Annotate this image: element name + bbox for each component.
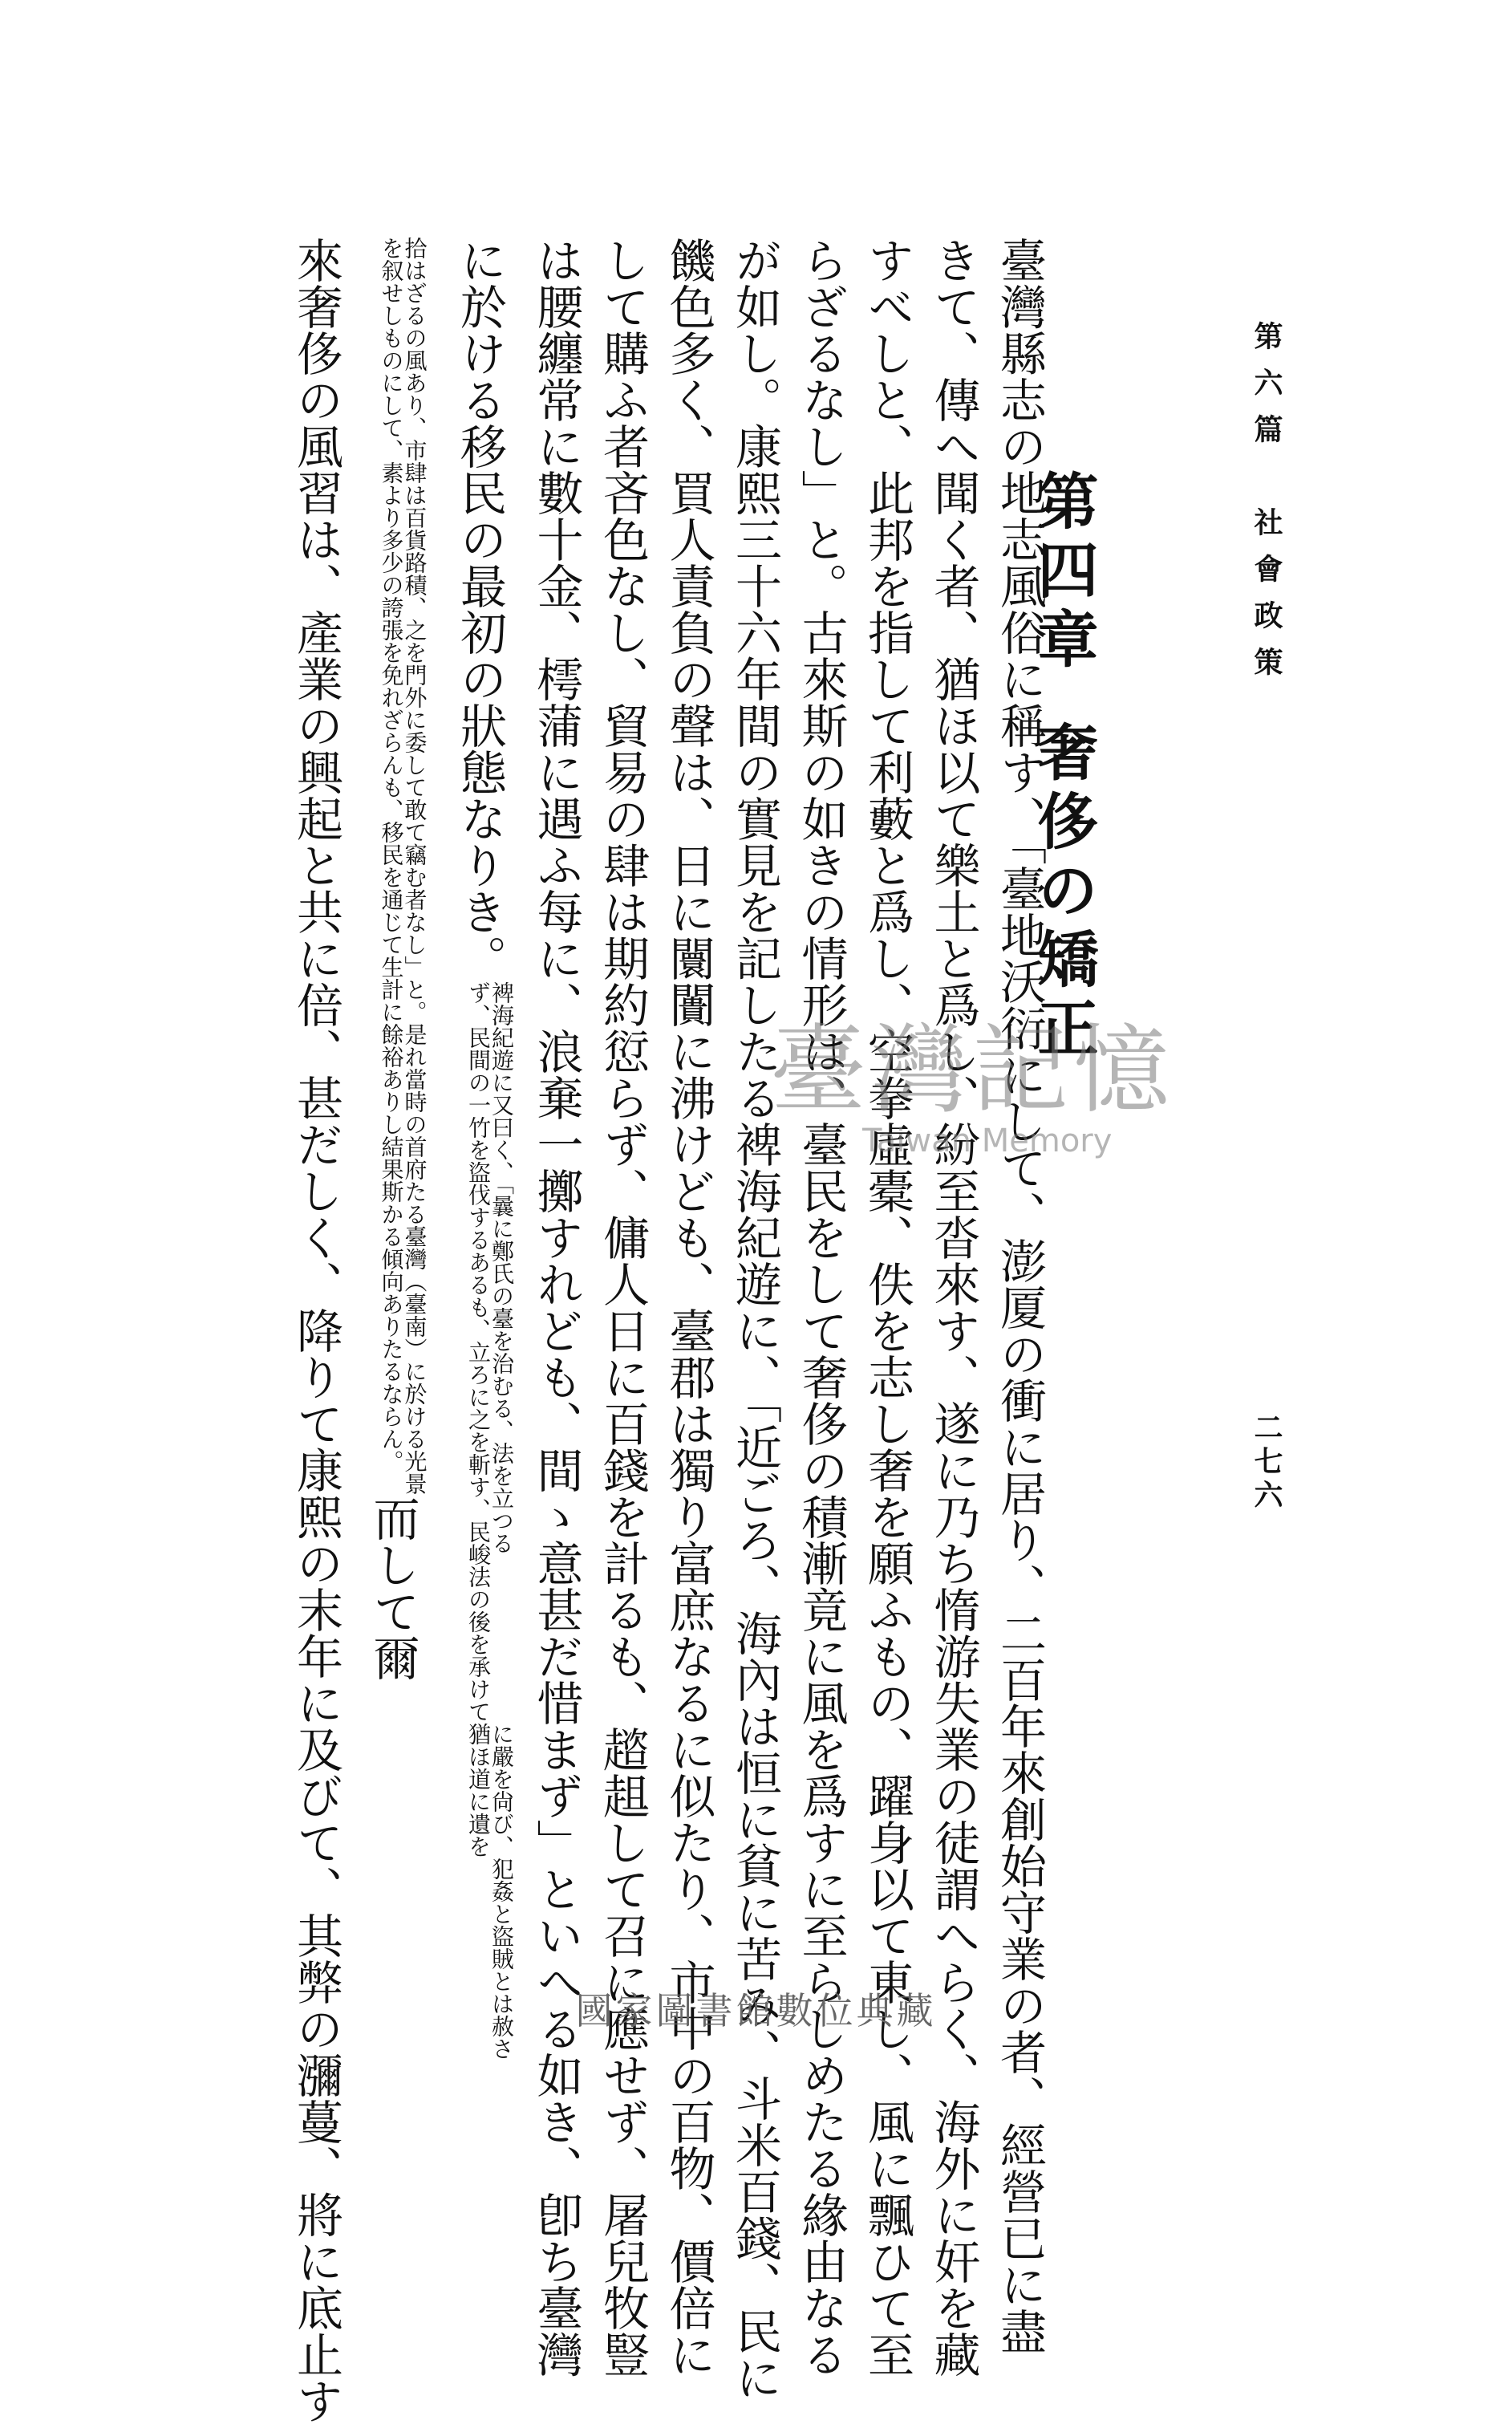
text-column-7: して購ふ者吝色なし、貿易の肆は期約愆らず、傭人日に百錢を計るも、趦趄して召に應せず、屠兒牧豎 (595, 237, 650, 2377)
text-column-5: が如し。康熙三十六年間の實見を記したる裨海紀遊に、「近ごろ、海內は恒に貧に苦み、斗米百錢、民に (728, 237, 782, 2401)
annotation-note-2-right: 拾はざるの風あり、市肆は百貨路積、之を門外に委して敢て竊む者なし」と。是れ當時の首府たる臺灣（臺南）に於ける光景 (401, 237, 428, 1495)
watermark-chinese: 臺灣記憶 (770, 1015, 1174, 1127)
text-column-1: 臺灣縣志の地志風俗に稱す、「臺地沃衍にして、澎厦の衝に居り、二百年來創始守業の者、經營已に盡 (992, 237, 1047, 2354)
text-column-9 (446, 237, 515, 2060)
annotation-note-1b-right: に嚴を尙び、犯姦と盜賊とは赦さ (488, 1723, 515, 2060)
text-column-3: すべしと、此邦を指して利藪と爲し、空拳虛橐、佚を志し奢を願ふもの、躍身以て東し、風に飄ひて至 (860, 237, 914, 2377)
annotation-note-1-right: 裨海紀遊に又曰く、「曩に鄭氏の臺を治むる、法を立つる (488, 981, 515, 1554)
text-column-8: は腰纏常に數十金、樗蒲に遇ふ每に、浪棄一擲すれども、間ゝ意甚だ惜まず」といへる如き、卽ち臺灣 (529, 237, 584, 2377)
text-column-10 (359, 237, 427, 1785)
text-column-4: らざるなし」と。古來斯の如きの情形は、臺民をして奢侈の積漸竟に風を爲すに至らしめたる緣由なる (793, 237, 849, 2377)
annotation-note-1 (467, 981, 513, 1723)
annotation-note-1b-left: 猶ほ道に遺を (465, 1723, 492, 1858)
text-column-10-main: 而して爾 (365, 1495, 420, 1681)
chapter-name: 奢侈の矯正 (1028, 721, 1099, 1066)
text-column-9-main: に於ける移民の最初の狀態なりき。 (452, 237, 507, 981)
text-column-6: 饑色多く、買人責負の聲は、日に闤闠に沸けども、臺郡は獨り富庶なるに似たり、市中の百物、價倍に (661, 237, 716, 2377)
watermark-english: Taiwan Memory (862, 1123, 1113, 1159)
chapter-number: 第四章 (1028, 469, 1099, 676)
text-column-11: 來奢侈の風習は、產業の興起と共に倍、甚だしく、降りて康熙の末年に及びて、其弊の瀰蔓、將に底止す (289, 237, 343, 2424)
text-column-2: きて、傳へ聞く者、猶ほ以て樂土と爲し、紛至沓來す、遂に乃ち惰游失業の徒謂へらく、海外に奸を藏 (926, 237, 981, 2377)
library-footer: 國家圖書館數位典藏 (575, 1989, 937, 2032)
annotation-note-1-left: ず、民間の一竹を盜伐するあるも、立ろに之を斬す、民峻法の後を承けて (465, 981, 492, 1723)
annotation-note-2-left: を叙せしものにして、素より多少の誇張を免れざらんも、移民を通じて生計に餘裕ありし結果斯かる傾向ありたるならん。 (378, 237, 405, 1472)
page-number: 二七六 (1250, 1412, 1283, 1513)
section-header: 第六篇 社會政策 (1250, 321, 1283, 693)
annotation-note-2 (380, 237, 427, 1495)
